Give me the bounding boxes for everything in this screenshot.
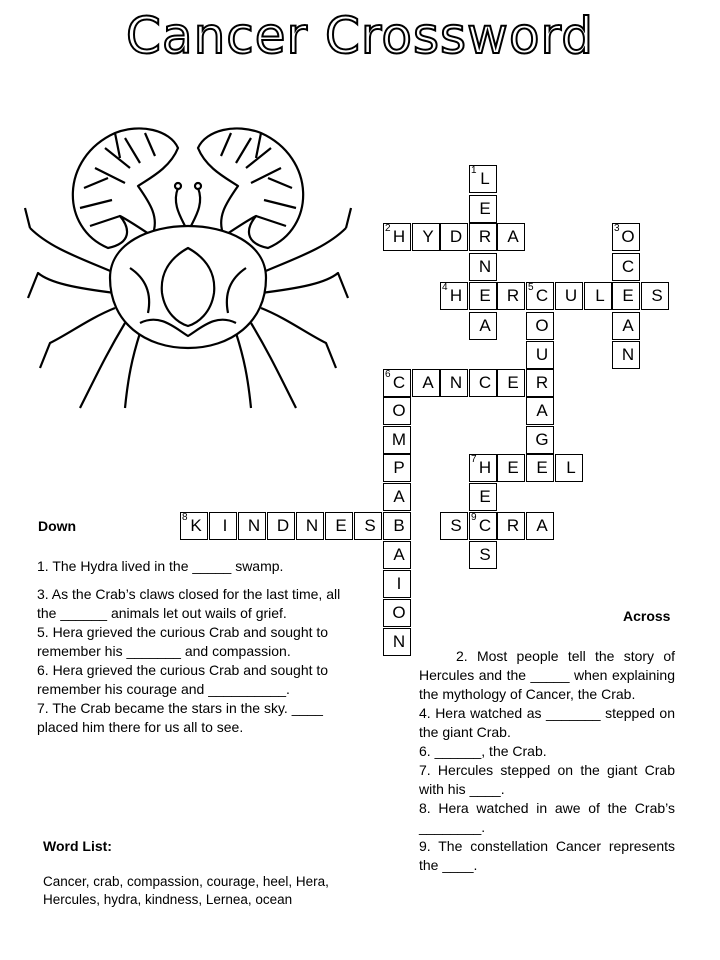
grid-cell bbox=[440, 282, 468, 310]
cell-letter: S bbox=[364, 516, 376, 535]
clue-number: 4 bbox=[442, 282, 448, 293]
cell-letter: E bbox=[479, 199, 491, 218]
grid-cell bbox=[412, 223, 440, 251]
cell-letter: N bbox=[247, 516, 261, 535]
grid-cell bbox=[469, 223, 497, 251]
cell-letter: N bbox=[305, 516, 319, 535]
grid-cell bbox=[526, 282, 554, 310]
cell-letter: L bbox=[595, 286, 605, 305]
across-clue-8: 8. Hera watched in awe of the Crab’s ________. bbox=[419, 800, 675, 835]
grid-cell bbox=[526, 312, 554, 340]
page-title: Cancer Crossword bbox=[126, 7, 594, 65]
grid-cell bbox=[526, 397, 554, 425]
cell-letter: H bbox=[478, 458, 492, 477]
cell-letter: S bbox=[651, 286, 663, 305]
cell-letter: N bbox=[621, 345, 635, 364]
grid-cell bbox=[440, 223, 468, 251]
cell-letter: P bbox=[393, 458, 405, 477]
clue-number: 2 bbox=[385, 223, 391, 234]
cell-letter: I bbox=[222, 516, 228, 535]
grid-cell bbox=[383, 483, 411, 511]
grid-cell bbox=[497, 369, 525, 397]
cell-letter: A bbox=[479, 316, 491, 335]
grid-cell bbox=[612, 341, 640, 369]
grid-cell bbox=[526, 512, 554, 540]
grid-cell bbox=[555, 282, 583, 310]
grid-cell bbox=[469, 454, 497, 482]
grid-cell bbox=[641, 282, 669, 310]
grid-cell bbox=[469, 282, 497, 310]
cell-letter: R bbox=[506, 516, 520, 535]
grid-cell bbox=[469, 483, 497, 511]
grid-cell bbox=[267, 512, 295, 540]
word-list: Cancer, crab, compassion, courage, heel, Hera, Hercules, hydra, kindness, Lernea, ocean bbox=[43, 874, 329, 907]
clue-number: 3 bbox=[614, 223, 620, 234]
grid-cell bbox=[325, 512, 353, 540]
clue-number: 6 bbox=[385, 369, 391, 380]
cell-letter: A bbox=[393, 545, 405, 564]
grid-cell bbox=[497, 223, 525, 251]
cell-letter: A bbox=[507, 227, 519, 246]
grid-cell bbox=[469, 195, 497, 223]
cell-letter: O bbox=[392, 603, 406, 622]
across-clue-7: 7. Hercules stepped on the giant Crab with his ____. bbox=[419, 762, 675, 797]
cell-letter: N bbox=[449, 373, 463, 392]
grid-cell bbox=[612, 223, 640, 251]
cell-letter: G bbox=[535, 430, 549, 449]
clue-number: 7 bbox=[471, 454, 477, 465]
grid-cell bbox=[440, 369, 468, 397]
grid-cell bbox=[612, 282, 640, 310]
grid-cell bbox=[383, 397, 411, 425]
grid-cell bbox=[383, 599, 411, 627]
cell-letter: S bbox=[450, 516, 462, 535]
grid-cell bbox=[383, 541, 411, 569]
grid-cell bbox=[180, 512, 208, 540]
cell-letter: R bbox=[478, 227, 492, 246]
cell-letter: U bbox=[535, 345, 549, 364]
cell-letter: A bbox=[422, 373, 434, 392]
cell-letter: L bbox=[566, 458, 576, 477]
cell-letter: A bbox=[393, 487, 405, 506]
grid-cell bbox=[383, 628, 411, 656]
cell-letter: R bbox=[535, 373, 549, 392]
grid-cell bbox=[469, 165, 497, 193]
grid-cell bbox=[612, 253, 640, 281]
grid-cell bbox=[354, 512, 382, 540]
cell-letter: S bbox=[479, 545, 491, 564]
cell-letter: E bbox=[479, 286, 491, 305]
down-clue-3: 3. As the Crab’s claws closed for the last time, all the ______ animals let out wails of grief. bbox=[37, 586, 341, 621]
cell-letter: O bbox=[535, 316, 549, 335]
cell-letter: D bbox=[276, 516, 290, 535]
cell-letter: C bbox=[478, 516, 492, 535]
cell-letter: E bbox=[479, 487, 491, 506]
clue-number: 9 bbox=[471, 512, 477, 523]
grid-cell bbox=[383, 570, 411, 598]
cell-letter: L bbox=[480, 169, 490, 188]
grid-cell bbox=[584, 282, 612, 310]
grid-cell bbox=[383, 223, 411, 251]
grid-cell bbox=[526, 369, 554, 397]
grid-cell bbox=[469, 541, 497, 569]
cell-letter: A bbox=[536, 401, 548, 420]
cell-letter: Y bbox=[422, 227, 434, 246]
grid-cell bbox=[412, 369, 440, 397]
grid-cell bbox=[555, 454, 583, 482]
down-clue-6: 6. Hera grieved the curious Crab and sought to remember his courage and __________. bbox=[37, 662, 329, 697]
grid-cell bbox=[526, 454, 554, 482]
cell-letter: N bbox=[478, 257, 492, 276]
grid-cell bbox=[497, 282, 525, 310]
clue-number: 8 bbox=[182, 512, 188, 523]
cell-letter: E bbox=[507, 373, 519, 392]
cell-letter: U bbox=[564, 286, 578, 305]
across-heading: Across bbox=[623, 608, 671, 624]
word-list-heading: Word List: bbox=[43, 838, 112, 854]
down-heading: Down bbox=[38, 518, 77, 534]
cell-letter: B bbox=[393, 516, 405, 535]
across-clue-4: 4. Hera watched as _______ stepped on the giant Crab. bbox=[419, 705, 675, 740]
cell-letter: N bbox=[392, 632, 406, 651]
grid-cell bbox=[497, 454, 525, 482]
grid-cell bbox=[469, 512, 497, 540]
grid-cell bbox=[383, 454, 411, 482]
cell-letter: E bbox=[622, 286, 634, 305]
grid-cell bbox=[383, 426, 411, 454]
down-clues bbox=[37, 557, 359, 737]
cell-letter: I bbox=[396, 574, 402, 593]
grid-cell bbox=[612, 312, 640, 340]
cell-letter: C bbox=[535, 286, 549, 305]
cell-letter: R bbox=[506, 286, 520, 305]
cell-letter: A bbox=[622, 316, 634, 335]
cell-letter: C bbox=[621, 257, 635, 276]
cell-letter: K bbox=[190, 516, 202, 535]
across-clues bbox=[419, 647, 675, 875]
cell-letter: A bbox=[536, 516, 548, 535]
down-clue-5: 5. Hera grieved the curious Crab and sought to remember his _______ and compassion. bbox=[37, 624, 329, 659]
across-clue-6: 6. ______, the Crab. bbox=[419, 743, 547, 759]
cell-letter: O bbox=[392, 401, 406, 420]
cell-letter: O bbox=[621, 227, 635, 246]
cell-letter: H bbox=[392, 227, 406, 246]
grid-cell bbox=[469, 369, 497, 397]
grid-cell bbox=[209, 512, 237, 540]
grid-cell bbox=[469, 312, 497, 340]
grid-cell bbox=[526, 426, 554, 454]
grid-cell bbox=[526, 341, 554, 369]
cell-letter: E bbox=[536, 458, 548, 477]
grid-cell bbox=[238, 512, 266, 540]
grid-cell bbox=[497, 512, 525, 540]
cell-letter: C bbox=[392, 373, 406, 392]
cell-letter: C bbox=[478, 373, 492, 392]
down-clue-1: 1. The Hydra lived in the _____ swamp. bbox=[37, 558, 284, 574]
cell-letter: E bbox=[335, 516, 347, 535]
grid-cell bbox=[440, 512, 468, 540]
grid-cell bbox=[296, 512, 324, 540]
grid-cell bbox=[383, 369, 411, 397]
clue-number: 1 bbox=[471, 165, 477, 176]
down-clue-7: 7. The Crab became the stars in the sky. ____ placed him there for us all to see. bbox=[37, 700, 323, 735]
cell-letter: M bbox=[391, 430, 407, 449]
grid-cell bbox=[383, 512, 411, 540]
cell-letter: E bbox=[507, 458, 519, 477]
grid-cell bbox=[469, 253, 497, 281]
cell-letter: D bbox=[449, 227, 463, 246]
cell-letter: H bbox=[449, 286, 463, 305]
across-clue-9: 9. The constellation Cancer represents the ____. bbox=[419, 838, 675, 873]
clue-number: 5 bbox=[528, 282, 534, 293]
across-clue-2: 2. Most people tell the story of Hercules and the _____ when explaining the mythology of Cancer, the Crab. bbox=[419, 648, 675, 702]
